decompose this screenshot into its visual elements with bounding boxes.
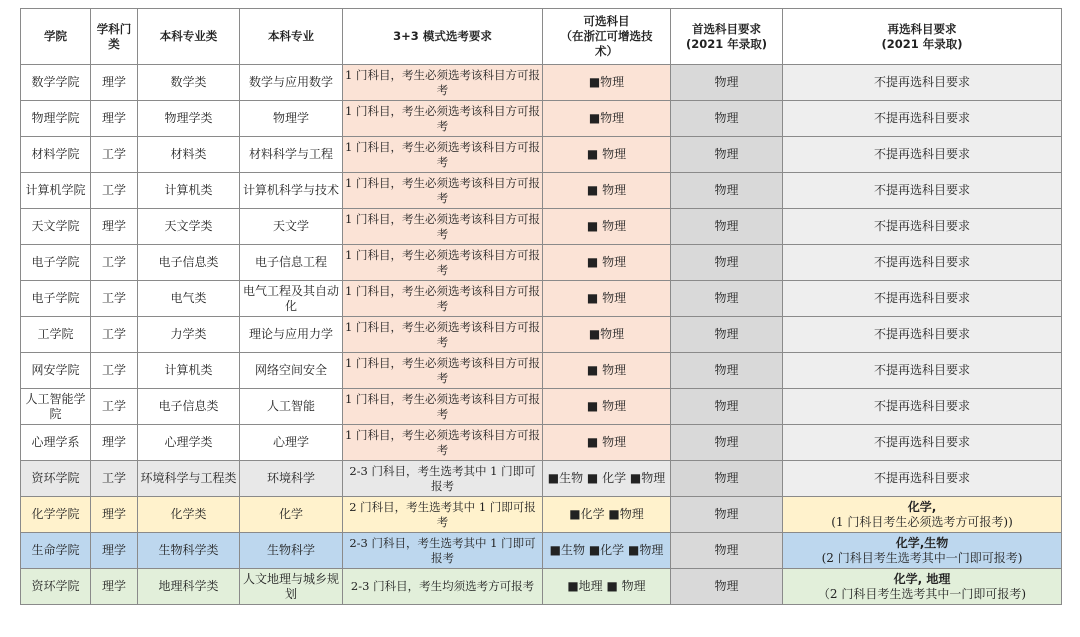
cell-major-class: 电子信息类 (138, 389, 240, 425)
table-row (21, 173, 1062, 209)
cell-first-choice: 物理 (671, 533, 783, 569)
cell-second-choice: 不提再选科目要求 (783, 389, 1062, 425)
table-row (21, 137, 1062, 173)
cell-second-choice: 化学, 地理 （2 门科目考生选考其中一门即可报考) (783, 569, 1062, 605)
cell-optional-subjects: ■ 物理 (543, 245, 671, 281)
cell-second-choice: 不提再选科目要求 (783, 209, 1062, 245)
cell-requirement: 2-3 门科目，考生选考其中 1 门即可报考 (343, 533, 543, 569)
cell-major-class: 生物科学类 (138, 533, 240, 569)
cell-first-choice: 物理 (671, 389, 783, 425)
cell-second-choice: 不提再选科目要求 (783, 461, 1062, 497)
cell-major: 电气工程及其自动化 (240, 281, 343, 317)
cell-major-class: 物理学类 (138, 101, 240, 137)
header-second-choice: 再选科目要求 (2021 年录取) (783, 9, 1062, 65)
cell-requirement: 1 门科目，考生必须选考该科目方可报考 (343, 317, 543, 353)
header-requirement: 3+3 模式选考要求 (343, 9, 543, 65)
cell-first-choice: 物理 (671, 137, 783, 173)
cell-first-choice: 物理 (671, 173, 783, 209)
cell-first-choice: 物理 (671, 65, 783, 101)
table-row (21, 425, 1062, 461)
table-header-row (21, 9, 1062, 65)
cell-major: 理论与应用力学 (240, 317, 343, 353)
cell-optional-subjects: ■化学 ■物理 (543, 497, 671, 533)
cell-major: 材料科学与工程 (240, 137, 343, 173)
cell-first-choice: 物理 (671, 209, 783, 245)
cell-major: 心理学 (240, 425, 343, 461)
header-major-class: 本科专业类 (138, 9, 240, 65)
cell-optional-subjects: ■物理 (543, 101, 671, 137)
cell-major-class: 天文学类 (138, 209, 240, 245)
cell-major: 电子信息工程 (240, 245, 343, 281)
cell-optional-subjects: ■地理 ■ 物理 (543, 569, 671, 605)
cell-major: 人文地理与城乡规划 (240, 569, 343, 605)
cell-category: 理学 (91, 497, 138, 533)
cell-category: 工学 (91, 245, 138, 281)
cell-major-class: 电气类 (138, 281, 240, 317)
cell-optional-subjects: ■ 物理 (543, 353, 671, 389)
cell-optional-subjects: ■ 物理 (543, 425, 671, 461)
table-row (21, 209, 1062, 245)
header-category: 学科门 类 (91, 9, 138, 65)
cell-major-class: 心理学类 (138, 425, 240, 461)
cell-school: 天文学院 (21, 209, 91, 245)
cell-second-choice: 化学,生物 (2 门科目考生选考其中一门即可报考) (783, 533, 1062, 569)
cell-second-choice: 不提再选科目要求 (783, 425, 1062, 461)
cell-optional-subjects: ■ 物理 (543, 281, 671, 317)
cell-requirement: 1 门科目，考生必须选考该科目方可报考 (343, 65, 543, 101)
cell-major-class: 计算机类 (138, 173, 240, 209)
cell-school: 材料学院 (21, 137, 91, 173)
cell-requirement: 1 门科目，考生必须选考该科目方可报考 (343, 245, 543, 281)
cell-school: 物理学院 (21, 101, 91, 137)
header-optional-subjects: 可选科目 （在浙江可增选技 术） (543, 9, 671, 65)
cell-major-class: 材料类 (138, 137, 240, 173)
cell-category: 工学 (91, 281, 138, 317)
cell-school: 工学院 (21, 317, 91, 353)
cell-optional-subjects: ■ 物理 (543, 389, 671, 425)
cell-major: 计算机科学与技术 (240, 173, 343, 209)
cell-major-class: 力学类 (138, 317, 240, 353)
table-row (21, 533, 1062, 569)
cell-school: 人工智能学院 (21, 389, 91, 425)
cell-school: 化学学院 (21, 497, 91, 533)
subject-requirements-table (20, 8, 1062, 605)
cell-category: 工学 (91, 461, 138, 497)
cell-second-choice: 不提再选科目要求 (783, 137, 1062, 173)
cell-category: 理学 (91, 65, 138, 101)
header-major: 本科专业 (240, 9, 343, 65)
cell-category: 理学 (91, 209, 138, 245)
cell-category: 工学 (91, 353, 138, 389)
cell-major: 物理学 (240, 101, 343, 137)
cell-category: 工学 (91, 173, 138, 209)
cell-school: 数学学院 (21, 65, 91, 101)
table-row (21, 101, 1062, 137)
table-row (21, 245, 1062, 281)
cell-second-choice: 化学, (1 门科目考生必须选考方可报考)) (783, 497, 1062, 533)
cell-category: 理学 (91, 425, 138, 461)
table-row (21, 65, 1062, 101)
cell-second-choice: 不提再选科目要求 (783, 65, 1062, 101)
header-school: 学院 (21, 9, 91, 65)
cell-school: 资环学院 (21, 569, 91, 605)
cell-requirement: 1 门科目，考生必须选考该科目方可报考 (343, 425, 543, 461)
table-row (21, 569, 1062, 605)
cell-first-choice: 物理 (671, 245, 783, 281)
cell-school: 计算机学院 (21, 173, 91, 209)
cell-major-class: 环境科学与工程类 (138, 461, 240, 497)
cell-optional-subjects: ■生物 ■化学 ■物理 (543, 533, 671, 569)
cell-school: 电子学院 (21, 245, 91, 281)
cell-requirement: 2-3 门科目，考生选考其中 1 门即可报考 (343, 461, 543, 497)
cell-major-class: 计算机类 (138, 353, 240, 389)
cell-category: 工学 (91, 317, 138, 353)
cell-second-choice: 不提再选科目要求 (783, 101, 1062, 137)
cell-major: 化学 (240, 497, 343, 533)
cell-major-class: 地理科学类 (138, 569, 240, 605)
cell-optional-subjects: ■生物 ■ 化学 ■物理 (543, 461, 671, 497)
cell-optional-subjects: ■物理 (543, 65, 671, 101)
cell-category: 理学 (91, 533, 138, 569)
cell-major-class: 化学类 (138, 497, 240, 533)
cell-requirement: 1 门科目，考生必须选考该科目方可报考 (343, 137, 543, 173)
cell-major-class: 电子信息类 (138, 245, 240, 281)
cell-requirement: 1 门科目，考生必须选考该科目方可报考 (343, 389, 543, 425)
cell-second-choice: 不提再选科目要求 (783, 317, 1062, 353)
table-row (21, 353, 1062, 389)
cell-requirement: 1 门科目，考生必须选考该科目方可报考 (343, 281, 543, 317)
cell-requirement: 2-3 门科目，考生均须选考方可报考 (343, 569, 543, 605)
table-row (21, 281, 1062, 317)
cell-requirement: 1 门科目，考生必须选考该科目方可报考 (343, 173, 543, 209)
cell-school: 资环学院 (21, 461, 91, 497)
cell-major-class: 数学类 (138, 65, 240, 101)
cell-requirement: 2 门科目，考生选考其中 1 门即可报考 (343, 497, 543, 533)
cell-category: 工学 (91, 389, 138, 425)
admission-table-container (20, 8, 1062, 605)
cell-optional-subjects: ■ 物理 (543, 173, 671, 209)
table-row (21, 461, 1062, 497)
header-first-choice: 首选科目要求 (2021 年录取) (671, 9, 783, 65)
cell-first-choice: 物理 (671, 101, 783, 137)
cell-school: 心理学系 (21, 425, 91, 461)
table-row (21, 389, 1062, 425)
cell-major: 天文学 (240, 209, 343, 245)
cell-requirement: 1 门科目，考生必须选考该科目方可报考 (343, 101, 543, 137)
cell-optional-subjects: ■物理 (543, 317, 671, 353)
cell-optional-subjects: ■ 物理 (543, 209, 671, 245)
cell-first-choice: 物理 (671, 569, 783, 605)
table-row (21, 497, 1062, 533)
cell-category: 理学 (91, 101, 138, 137)
cell-first-choice: 物理 (671, 425, 783, 461)
cell-first-choice: 物理 (671, 317, 783, 353)
cell-school: 网安学院 (21, 353, 91, 389)
cell-requirement: 1 门科目，考生必须选考该科目方可报考 (343, 353, 543, 389)
cell-major: 数学与应用数学 (240, 65, 343, 101)
cell-requirement: 1 门科目，考生必须选考该科目方可报考 (343, 209, 543, 245)
cell-school: 电子学院 (21, 281, 91, 317)
cell-second-choice: 不提再选科目要求 (783, 281, 1062, 317)
cell-major: 人工智能 (240, 389, 343, 425)
table-row (21, 317, 1062, 353)
cell-school: 生命学院 (21, 533, 91, 569)
cell-major: 环境科学 (240, 461, 343, 497)
cell-major: 网络空间安全 (240, 353, 343, 389)
cell-category: 理学 (91, 569, 138, 605)
cell-second-choice: 不提再选科目要求 (783, 173, 1062, 209)
cell-first-choice: 物理 (671, 461, 783, 497)
cell-second-choice: 不提再选科目要求 (783, 245, 1062, 281)
cell-first-choice: 物理 (671, 497, 783, 533)
cell-major: 生物科学 (240, 533, 343, 569)
cell-category: 工学 (91, 137, 138, 173)
cell-second-choice: 不提再选科目要求 (783, 353, 1062, 389)
cell-optional-subjects: ■ 物理 (543, 137, 671, 173)
cell-first-choice: 物理 (671, 353, 783, 389)
cell-first-choice: 物理 (671, 281, 783, 317)
